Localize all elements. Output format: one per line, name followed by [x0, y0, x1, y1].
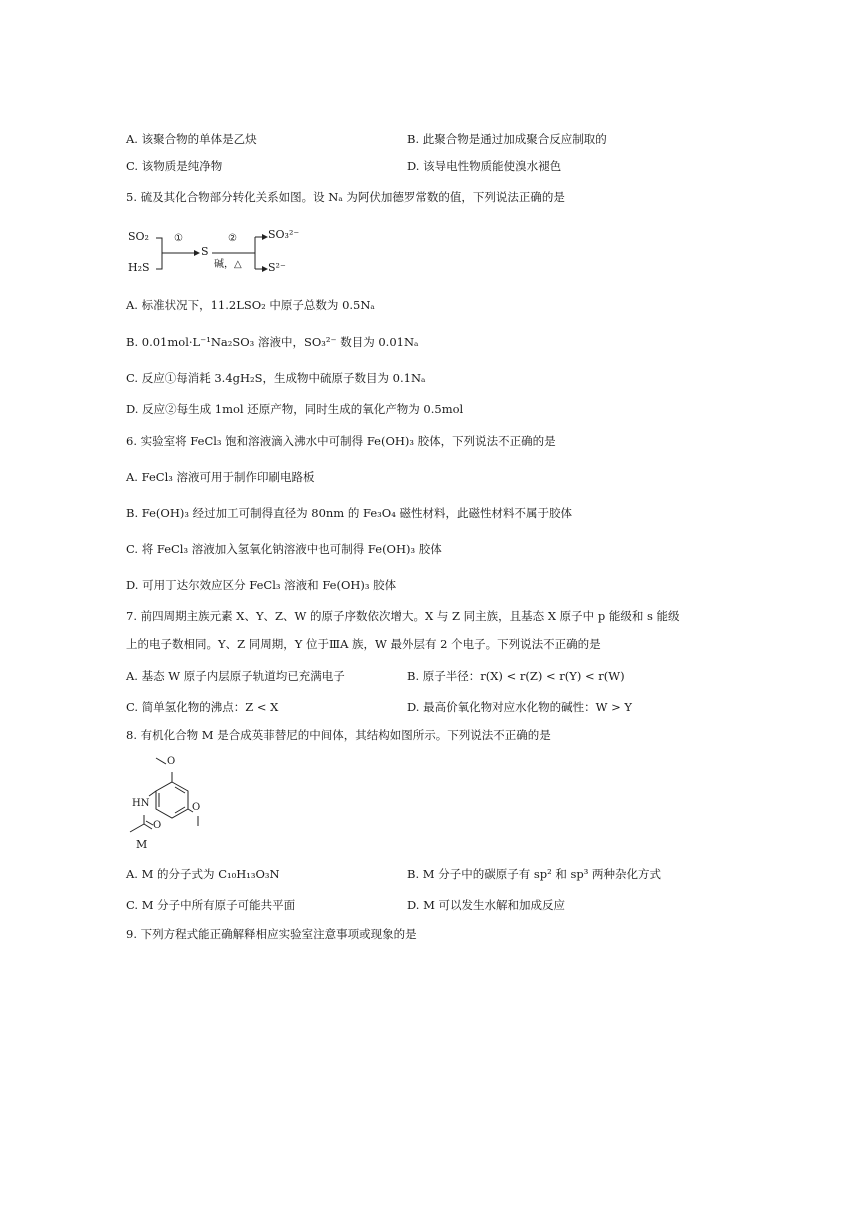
q6-option-b: B. Fe(OH)₃ 经过加工可制得直径为 80nm 的 Fe₃O₄ 磁性材料，此磁性材料不属于胶体 — [126, 506, 572, 520]
sulfur-conversion-diagram — [122, 224, 322, 284]
molecule-name: M — [136, 838, 148, 851]
diagram-so2: SO₂ — [128, 230, 149, 243]
q5-option-d: D. 反应②每生成 1mol 还原产物，同时生成的氧化产物为 0.5mol — [126, 402, 464, 416]
q7-option-b: B. 原子半径：r(X) < r(Z) < r(Y) < r(W) — [407, 669, 625, 683]
atom-o-top: O — [167, 756, 176, 767]
diagram-arrows — [122, 224, 322, 284]
q4-option-b: B. 此聚合物是通过加成聚合反应制取的 — [407, 132, 607, 146]
q6-option-a: A. FeCl₃ 溶液可用于制作印刷电路板 — [126, 470, 315, 484]
q6-stem: 6. 实验室将 FeCl₃ 饱和溶液滴入沸水中可制得 Fe(OH)₃ 胶体，下列说法不正确的是 — [126, 434, 556, 448]
q7-stem-line1: 7. 前四周期主族元素 X、Y、Z、W 的原子序数依次增大。X 与 Z 同主族，且基态 X 原子中 p 能级和 s 能级 — [126, 609, 680, 623]
q7-option-a: A. 基态 W 原子内层原子轨道均已充满电子 — [126, 669, 345, 683]
diagram-so3: SO₃²⁻ — [268, 228, 300, 241]
q5-option-a: A. 标准状况下，11.2LSO₂ 中原子总数为 0.5Nₐ — [126, 298, 375, 312]
q8-option-a: A. M 的分子式为 C₁₀H₁₃O₃N — [126, 867, 280, 881]
q5-option-b: B. 0.01mol·L⁻¹Na₂SO₃ 溶液中，SO₃²⁻ 数目为 0.01Nₐ — [126, 335, 419, 349]
atom-o-acyl: O — [153, 820, 162, 831]
q8-option-b: B. M 分子中的碳原子有 sp² 和 sp³ 两种杂化方式 — [407, 867, 662, 881]
q4-option-c: C. 该物质是纯净物 — [126, 159, 223, 173]
atom-o-right: O — [192, 802, 201, 813]
q7-option-d: D. 最高价氧化物对应水化物的碱性：W > Y — [407, 700, 632, 714]
diagram-h2s: H₂S — [128, 261, 150, 274]
q6-option-c: C. 将 FeCl₃ 溶液加入氢氧化钠溶液中也可制得 Fe(OH)₃ 胶体 — [126, 542, 442, 556]
q4-option-d: D. 该导电性物质能使溴水褪色 — [407, 159, 562, 173]
q4-option-a: A. 该聚合物的单体是乙炔 — [126, 132, 257, 146]
q5-option-c: C. 反应①每消耗 3.4gH₂S，生成物中硫原子数目为 0.1Nₐ — [126, 371, 426, 385]
q8-option-c: C. M 分子中所有原子可能共平面 — [126, 898, 296, 912]
diagram-condition: 碱，△ — [214, 259, 242, 270]
molecule-m-structure — [122, 752, 222, 852]
diagram-s: S — [201, 245, 209, 258]
atom-hn: HN — [132, 798, 150, 809]
q6-option-d: D. 可用丁达尔效应区分 FeCl₃ 溶液和 Fe(OH)₃ 胶体 — [126, 578, 397, 592]
q8-stem: 8. 有机化合物 M 是合成英菲替尼的中间体，其结构如图所示。下列说法不正确的是 — [126, 728, 551, 742]
diagram-step1: ① — [174, 233, 183, 244]
q7-option-c: C. 简单氢化物的沸点：Z < X — [126, 700, 279, 714]
q9-stem: 9. 下列方程式能正确解释相应实验室注意事项或现象的是 — [126, 927, 417, 941]
q5-stem: 5. 硫及其化合物部分转化关系如图。设 Nₐ 为阿伏加德罗常数的值，下列说法正确的是 — [126, 190, 565, 204]
diagram-s2: S²⁻ — [268, 261, 286, 274]
diagram-step2: ② — [228, 233, 237, 244]
q8-option-d: D. M 可以发生水解和加成反应 — [407, 898, 566, 912]
q7-stem-line2: 上的电子数相同。Y、Z 同周期，Y 位于ⅢA 族，W 最外层有 2 个电子。下列说法不正确的是 — [126, 637, 601, 651]
